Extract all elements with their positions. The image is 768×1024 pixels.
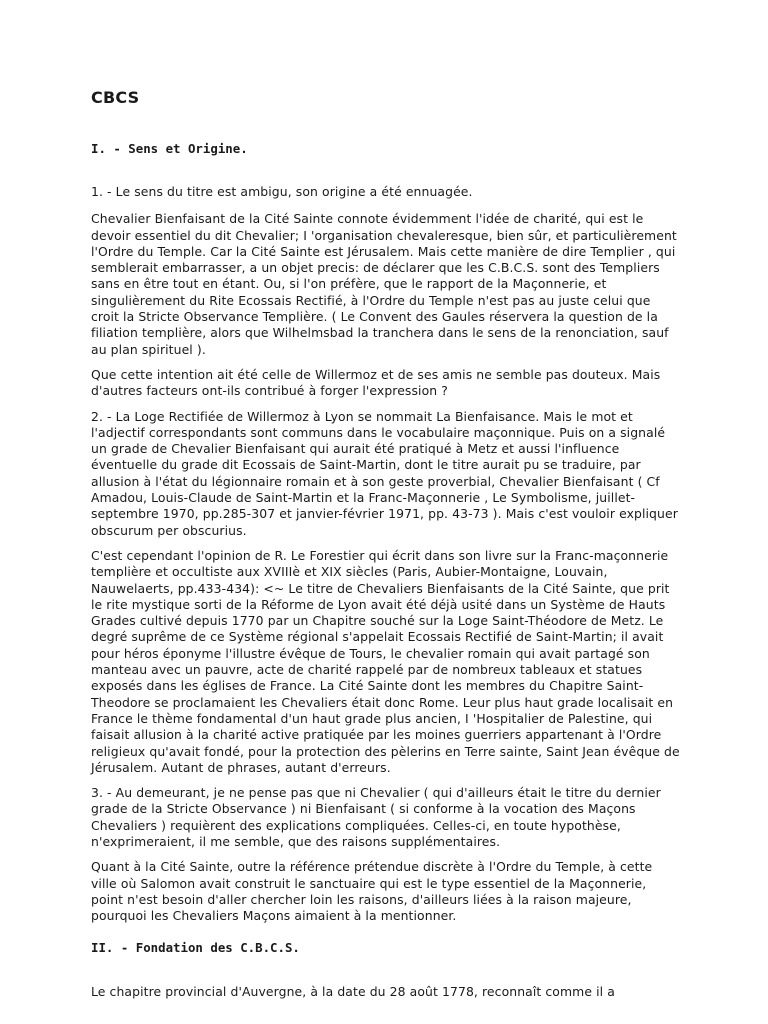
paragraph: 3. - Au demeurant, je ne pense pas que ni Chevalier ( qui d'ailleurs était le titre du dernier grade de la Stricte Observance ) ni Bienfaisant ( si conforme à la vocation des Maçons Chevaliers ) requièrent des explications compliquées. Celles-ci, en toute hypothèse, n'exprimeraient, il me semble, que des raisons supplémentaires. [91, 785, 661, 849]
paragraph: C'est cependant l'opinion de R. Le Forestier qui écrit dans son livre sur la Franc-maçonnerie templière et occultiste aux XVIIIè et XIX siècles (Paris, Aubier-Montaigne, Louvain, Nauwelaerts, pp.433-434): <~ Le titre de Chevaliers Bienfaisants de la Cité Sainte, que prit le rite mystique sorti de la Réforme de Lyon avait été déjà usité dans un Système de Hauts Grades cultivé depuis 1770 par un Chapitre souché sur la Loge Saint-Théodore de Metz. Le degré suprême de ce Système régional s'appelait Ecossais Rectifié de Saint-Martin; il avait pour héros éponyme l'illustre évêque de Tours, le chevalier romain qui avait partagé son manteau avec un pauvre, acte de charité rappelé par de nombreux tableaux et statues exposés dans les églises de France. La Cité Sainte dont les membres du Chapitre Saint-Theodore se proclamaient les Chevaliers était donc Rome. Leur plus haut grade localisait en France le thème fondamental d'un haut grade plus ancien, I 'Hospitalier de Palestine, qui faisait allusion à la charité active pratiquée par les moines guerriers appartenant à l'Ordre religieux qu'avait fondé, pour la protection des pèlerins en Terre sainte, Saint Jean évêque de Jérusalem. Autant de phrases, autant d'erreurs. [91, 547, 680, 775]
paragraph: Chevalier Bienfaisant de la Cité Sainte connote évidemment l'idée de charité, qui est le devoir essentiel du dit Chevalier; I 'organisation chevaleresque, bien sûr, et particulièrement l'Ordre du Temple. Car la Cité Sainte est Jérusalem. Mais cette manière de dire Templier , qui semblerait embarrasser, a un objet precis: de déclarer que les C.B.C.S. sont des Templiers sans en être tout en étant. Ou, si l'on préfère, que le rapport de la Maçonnerie, et singulièrement du Rite Ecossais Rectifié, à l'Ordre du Temple n'est pas au juste celui que croit la Stricte Observance Templière. ( Le Convent des Gaules réservera la question de la filiation templière, alors que Wilhelmsbad la tranchera dans le sens de la renonciation, sauf au plan spirituel ). [91, 211, 677, 357]
paragraph: Quant à la Cité Sainte, outre la référence prétendue discrète à l'Ordre du Temple, à cette ville où Salomon avait construit le sanctuaire qui est le type essentiel de la Maçonnerie, point n'est besoin d'aller chercher loin les raisons, d'ailleurs liées à la raison majeure, pourquoi les Chevaliers Maçons aimaient à la mentionner. [91, 859, 653, 924]
section-heading-fondation: II. - Fondation des C.B.C.S. [91, 940, 300, 956]
paragraph: Que cette intention ait été celle de Willermoz et de ses amis ne semble pas douteux. Mais d'autres facteurs ont-ils contribué à forger l'expression ? [91, 366, 661, 399]
paragraph: Le chapitre provincial d'Auvergne, à la date du 28 août 1778, reconnaît comme il a [91, 984, 615, 1000]
document-page [91, 88, 681, 1010]
paragraph: 2. - La Loge Rectifiée de Willermoz à Lyon se nommait La Bienfaisance. Mais le mot et l'adjectif correspondants sont communs dans le vocabulaire maçonnique. Puis on a signalé un grade de Chevalier Bienfaisant qui aurait été pratiqué à Metz et aussi l'influence éventuelle du grade dit Ecossais de Saint-Martin, dont le titre aurait pu se traduire, par allusion à l'état du légionnaire romain et à son geste proverbial, Chevalier Bienfaisant ( Cf Amadou, Louis-Claude de Saint-Martin et la Franc-Maçonnerie , Le Symbolisme, juillet-septembre 1970, pp.285-307 et janvier-février 1971, pp. 43-73 ). Mais c'est vouloir expliquer obscurum per obscurius. [91, 408, 678, 538]
section-heading-sens-et-origine: I. - Sens et Origine. [91, 141, 248, 156]
paragraph: 1. - Le sens du titre est ambigu, son origine a été ennuagée. [91, 184, 473, 199]
document-title: CBCS [91, 88, 140, 107]
